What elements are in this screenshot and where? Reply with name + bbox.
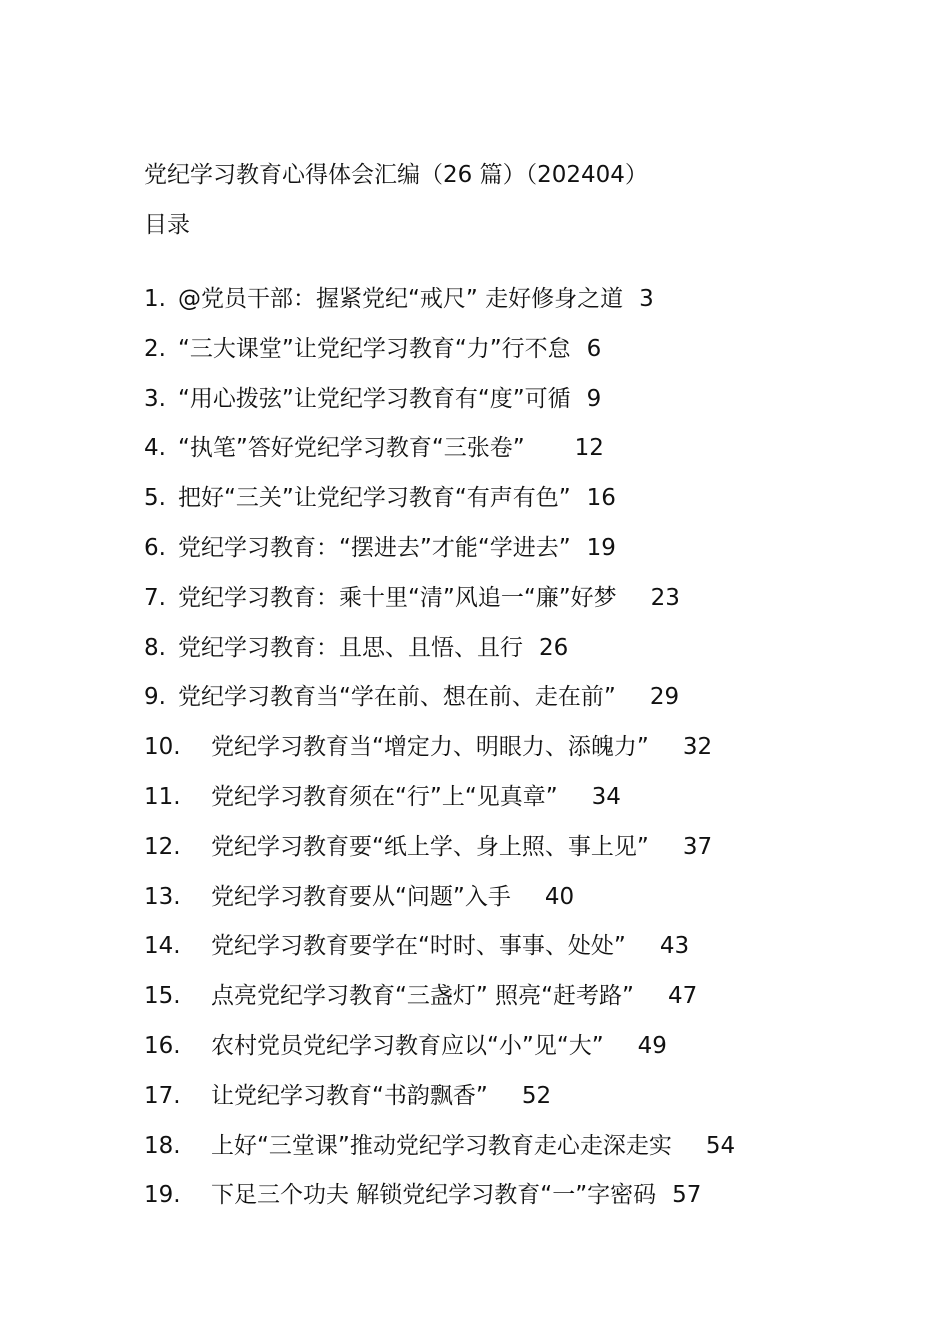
toc-entry[interactable] (144, 929, 735, 979)
toc-heading: 目录 (144, 212, 190, 238)
toc-entry[interactable] (144, 730, 735, 780)
toc-entry-title: 党纪学习教育：“摆进去”才能“学进去” (178, 534, 571, 561)
toc-entry[interactable] (144, 581, 735, 631)
toc-entry-page: 6 (586, 335, 602, 362)
table-of-contents (144, 282, 735, 1228)
toc-entry-title: 让党纪学习教育“书韵飘香” (211, 1082, 488, 1109)
toc-entry-number: 14. (144, 933, 181, 960)
toc-entry-title: 党纪学习教育要“纸上学、身上照、事上见” (211, 833, 649, 860)
toc-entry-number: 9. (144, 684, 166, 711)
toc-entry-number: 16. (144, 1032, 181, 1059)
toc-entry-title: 党纪学习教育：且思、且悟、且行 (178, 634, 523, 661)
toc-entry-page: 29 (649, 684, 680, 711)
toc-entry-number: 7. (144, 584, 166, 611)
toc-entry-page: 3 (639, 286, 654, 312)
toc-entry-title: 下足三个功夫 解锁党纪学习教育“一”字密码 (211, 1182, 657, 1209)
toc-entry-title: 党纪学习教育须在“行”上“见真章” (211, 783, 558, 810)
toc-entry[interactable] (144, 1129, 735, 1179)
toc-entry[interactable] (144, 1178, 735, 1228)
toc-entry-title: 党纪学习教育要从“问题”入手 (211, 883, 511, 910)
toc-entry[interactable] (144, 680, 735, 730)
toc-entry-page: 12 (574, 435, 604, 462)
toc-entry-number: 19. (144, 1182, 181, 1209)
toc-entry-page: 16 (586, 485, 616, 512)
toc-entry[interactable] (144, 830, 735, 880)
toc-entry-page: 52 (521, 1082, 552, 1109)
toc-entry-number: 15. (144, 983, 181, 1010)
toc-entry-number: 18. (144, 1132, 181, 1159)
toc-entry-page: 32 (682, 734, 713, 761)
toc-entry-page: 47 (667, 983, 698, 1010)
toc-entry-number: 13. (144, 883, 181, 910)
toc-entry[interactable] (144, 481, 735, 531)
toc-entry-number: 17. (144, 1082, 181, 1109)
toc-entry[interactable] (144, 431, 735, 481)
toc-entry-number: 4. (144, 435, 166, 462)
toc-entry-page: 37 (682, 833, 713, 860)
toc-entry-number: 12. (144, 833, 181, 860)
toc-entry-title: “执笔”答好党纪学习教育“三张卷” (178, 435, 525, 462)
toc-entry-number: 11. (144, 783, 181, 810)
toc-entry-page: 19 (586, 534, 616, 561)
toc-entry-page: 23 (650, 584, 680, 611)
toc-entry-number: 6. (144, 534, 166, 561)
document-title: 党纪学习教育心得体会汇编（26 篇）（202404） (144, 162, 648, 188)
toc-entry[interactable] (144, 282, 735, 332)
toc-entry[interactable] (144, 332, 735, 382)
toc-entry-title: 把好“三关”让党纪学习教育“有声有色” (178, 485, 571, 512)
toc-entry-title: 党纪学习教育当“增定力、明眼力、添魄力” (211, 734, 649, 761)
toc-entry-page: 34 (591, 783, 621, 810)
toc-entry[interactable] (144, 780, 735, 830)
toc-entry-page: 26 (539, 634, 569, 661)
toc-entry-number: 2. (144, 335, 166, 362)
toc-entry[interactable] (144, 531, 735, 581)
toc-entry-title: “三大课堂”让党纪学习教育“力”行不怠 (178, 335, 571, 362)
toc-entry-title: 党纪学习教育当“学在前、想在前、走在前” (178, 684, 616, 711)
toc-entry-number: 5. (144, 485, 166, 512)
toc-entry[interactable] (144, 880, 735, 930)
toc-entry[interactable] (144, 979, 735, 1029)
toc-entry-page: 9 (586, 385, 602, 412)
toc-entry[interactable] (144, 631, 735, 681)
toc-entry-title: 上好“三堂课”推动党纪学习教育走心走深走实 (211, 1132, 672, 1159)
toc-entry-title: @党员干部：握紧党纪“戒尺” 走好修身之道 (178, 286, 624, 312)
toc-entry[interactable] (144, 1079, 735, 1129)
toc-entry[interactable] (144, 382, 735, 432)
toc-entry-number: 1. (144, 286, 166, 312)
toc-entry-title: 党纪学习教育：乘十里“清”风追一“廉”好梦 (178, 584, 617, 611)
toc-entry-title: 农村党员党纪学习教育应以“小”见“大” (211, 1032, 604, 1059)
toc-entry-number: 8. (144, 634, 166, 661)
toc-entry-page: 43 (659, 933, 690, 960)
toc-entry-page: 54 (705, 1132, 736, 1159)
toc-entry-page: 57 (672, 1182, 702, 1209)
toc-entry-title: 点亮党纪学习教育“三盏灯” 照亮“赶考路” (211, 983, 634, 1010)
toc-entry-page: 49 (637, 1032, 667, 1059)
toc-entry-number: 3. (144, 385, 166, 412)
toc-entry-title: 党纪学习教育要学在“时时、事事、处处” (211, 933, 626, 960)
toc-entry-page: 40 (544, 883, 575, 910)
toc-entry-title: “用心拨弦”让党纪学习教育有“度”可循 (178, 385, 571, 412)
toc-entry[interactable] (144, 1029, 735, 1079)
toc-entry-number: 10. (144, 734, 181, 761)
